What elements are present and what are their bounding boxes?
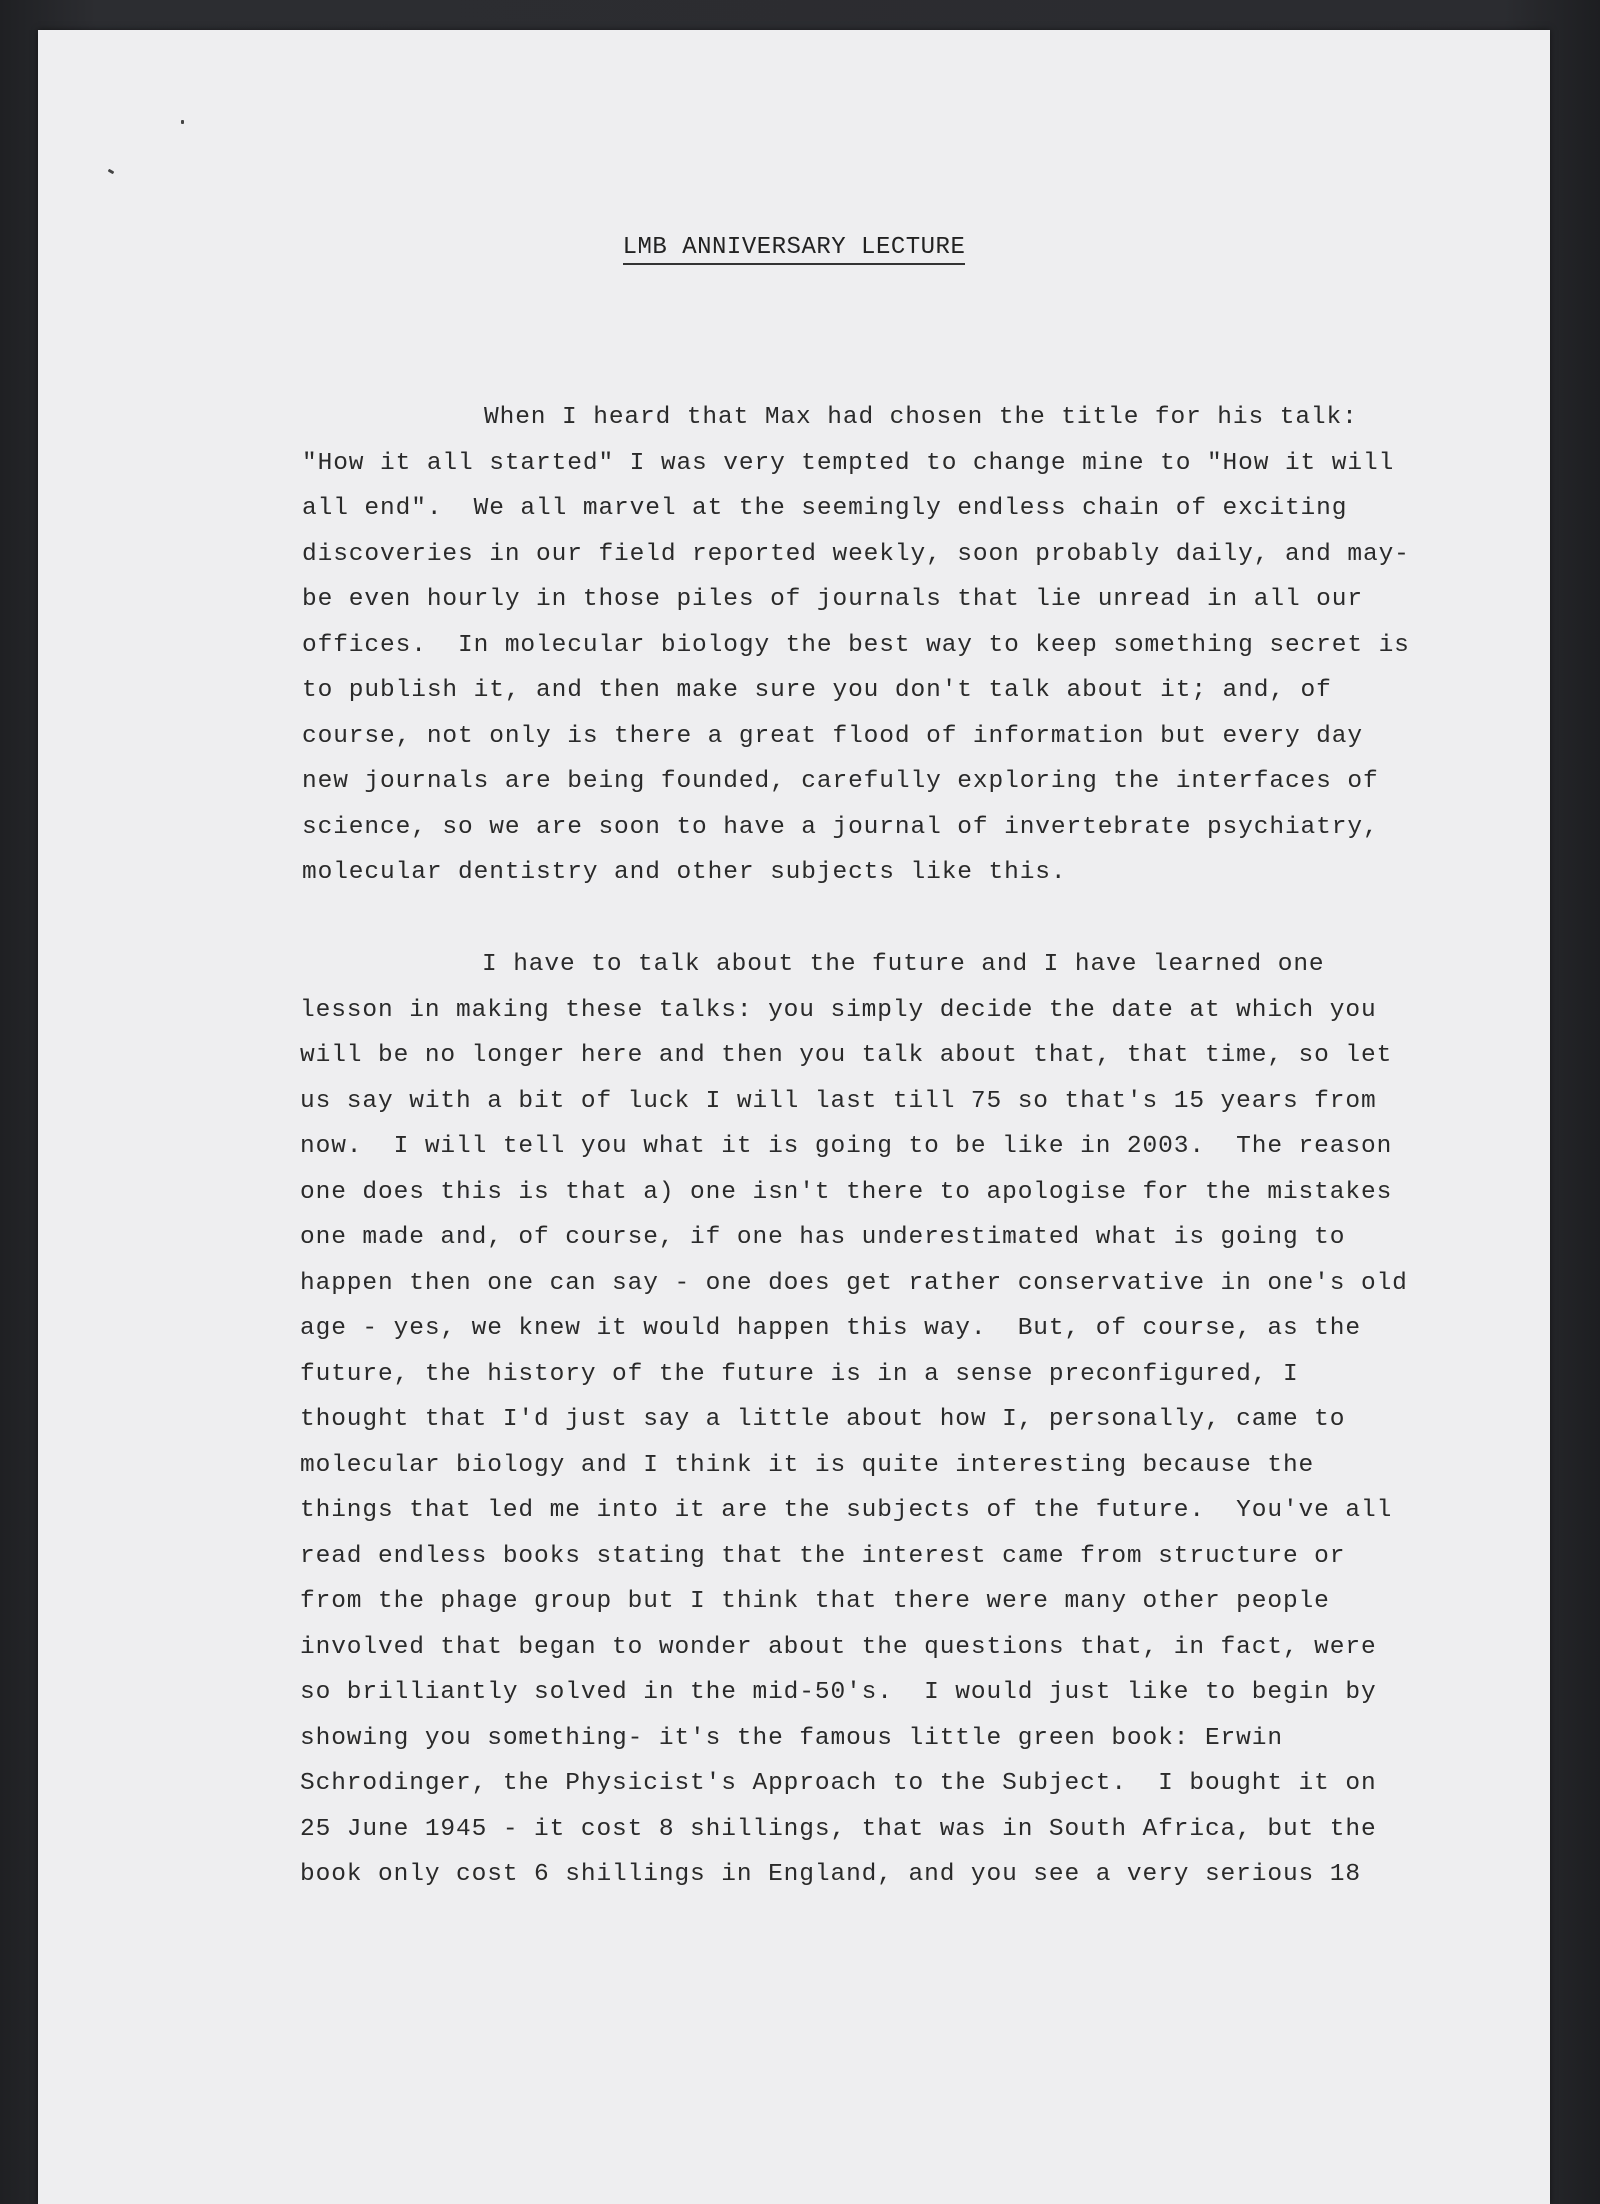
text-line: from the phage group but I think that there were many other people xyxy=(300,1588,1330,1615)
text-line: involved that began to wonder about the questions that, in fact, were xyxy=(300,1633,1377,1661)
text-line: showing you something- it's the famous little green book: Erwin xyxy=(300,1724,1283,1752)
ink-speck xyxy=(108,169,115,175)
text-line: 25 June 1945 - it cost 8 shillings, that was in South Africa, but the xyxy=(300,1815,1377,1843)
text-line: science, so we are soon to have a journal of invertebrate psychiatry, xyxy=(302,813,1379,841)
text-line: to publish it, and then make sure you don't talk about it; and, of xyxy=(302,677,1332,704)
text-line: happen then one can say - one does get rather conservative in one's old xyxy=(300,1269,1408,1297)
text-line: course, not only is there a great flood of information but every day xyxy=(302,722,1363,750)
text-line: molecular dentistry and other subjects like this. xyxy=(302,859,1067,886)
text-line: age - yes, we knew it would happen this way. But, of course, as the xyxy=(300,1315,1361,1342)
text-line: book only cost 6 shillings in England, and you see a very serious 18 xyxy=(300,1861,1361,1888)
text-line: one does this is that a) one isn't there to apologise for the mistakes xyxy=(300,1178,1393,1206)
text-line: so brilliantly solved in the mid-50's. I would just like to begin by xyxy=(300,1679,1377,1706)
text-line: I have to talk about the future and I have learned one xyxy=(482,951,1325,978)
text-line: new journals are being founded, carefully exploring the interfaces of xyxy=(302,768,1379,795)
text-line: one made and, of course, if one has underestimated what is going to xyxy=(300,1224,1346,1251)
text-line: us say with a bit of luck I will last till 75 so that's 15 years from xyxy=(300,1087,1377,1115)
paragraph-2 xyxy=(300,942,1440,1898)
text-line: read endless books stating that the interest came from structure or xyxy=(300,1542,1346,1570)
text-line: all end". We all marvel at the seemingly endless chain of exciting xyxy=(302,495,1348,522)
document-title-text: LMB ANNIVERSARY LECTURE xyxy=(623,234,966,265)
ink-speck xyxy=(181,120,184,124)
text-line: offices. In molecular biology the best way to keep something secret is xyxy=(302,631,1410,659)
text-line: molecular biology and I think it is quite interesting because the xyxy=(300,1451,1315,1479)
text-line: "How it all started" I was very tempted to change mine to "How it will xyxy=(302,449,1395,477)
typed-page xyxy=(38,30,1550,2204)
text-line: discoveries in our field reported weekly, soon probably daily, and may- xyxy=(302,540,1410,568)
text-line: will be no longer here and then you talk about that, that time, so let xyxy=(300,1042,1393,1069)
text-line: now. I will tell you what it is going to be like in 2003. The reason xyxy=(300,1133,1393,1160)
text-line: things that led me into it are the subjects of the future. You've all xyxy=(300,1497,1393,1524)
text-line: Schrodinger, the Physicist's Approach to the Subject. I bought it on xyxy=(300,1770,1377,1797)
document-title xyxy=(38,234,1550,261)
text-line: future, the history of the future is in a sense preconfigured, I xyxy=(300,1360,1299,1388)
paragraph-1 xyxy=(302,395,1442,896)
text-line: lesson in making these talks: you simply decide the date at which you xyxy=(300,996,1377,1024)
text-line: When I heard that Max had chosen the title for his talk: xyxy=(484,404,1358,431)
text-line: be even hourly in those piles of journals that lie unread in all our xyxy=(302,586,1363,613)
text-line: thought that I'd just say a little about how I, personally, came to xyxy=(300,1406,1346,1433)
